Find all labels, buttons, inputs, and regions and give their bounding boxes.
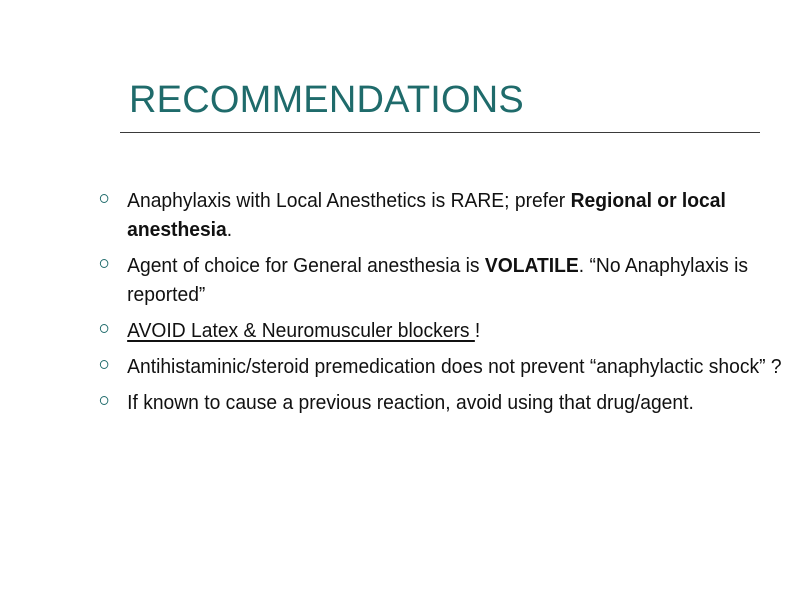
bullet-item-premedication [98, 352, 785, 381]
bullet-item-general-anesthesia [98, 251, 785, 309]
bullet-item-avoid-latex [98, 316, 785, 345]
title-divider [120, 132, 760, 133]
hollow-circle-icon [100, 259, 108, 268]
bullet-item-previous-reaction [98, 388, 785, 417]
bullet-text: Agent of choice for General anesthesia is [127, 254, 485, 277]
bullet-bold-text: VOLATILE [484, 254, 579, 277]
bullet-text: ! [474, 319, 481, 342]
hollow-circle-icon [100, 360, 108, 369]
bullet-list [98, 186, 782, 424]
bullet-underlined-text: AVOID Latex & Neuromusculer blockers [127, 319, 475, 342]
bullet-item-local-anesthetics [98, 186, 785, 244]
bullet-text: Anaphylaxis with Local Anesthetics is RARE; prefer [127, 189, 571, 212]
bullet-bold-text: Regional or local anesthesia [127, 189, 726, 241]
hollow-circle-icon [100, 194, 108, 203]
bullet-text: . [226, 218, 233, 241]
bullet-text: . “No Anaphylaxis is reported” [127, 254, 749, 306]
bullet-text: Antihistaminic/steroid premedication does not prevent “anaphylactic shock” ? [127, 355, 782, 378]
slide-title: RECOMMENDATIONS [129, 79, 524, 121]
bullet-text: If known to cause a previous reaction, avoid using that drug/agent. [127, 391, 694, 414]
hollow-circle-icon [100, 396, 108, 405]
hollow-circle-icon [100, 324, 108, 333]
